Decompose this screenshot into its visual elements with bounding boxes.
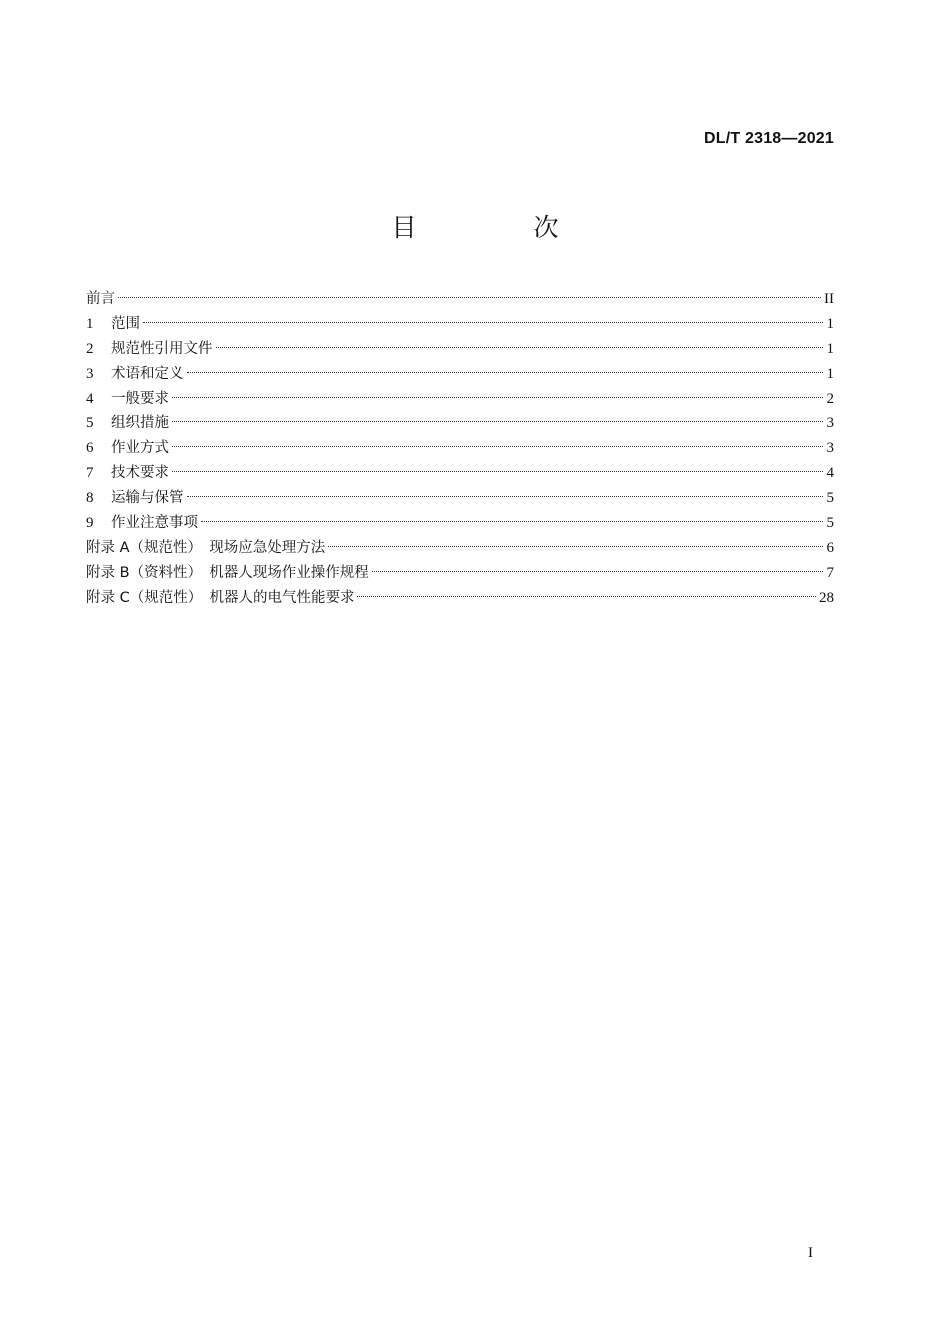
dot-leader	[172, 397, 823, 398]
dot-leader	[172, 421, 823, 422]
toc-entry-operation-methods[interactable]	[86, 436, 834, 461]
toc-entry-page: 1	[826, 315, 834, 332]
toc-entry-page: 5	[826, 515, 834, 532]
dot-leader	[328, 546, 823, 547]
toc-entry-terms-definitions[interactable]	[86, 362, 834, 387]
toc-entry-scope[interactable]	[86, 312, 834, 337]
toc-entry-label: 范围	[111, 315, 140, 332]
standard-code: DL/T 2318—2021	[704, 130, 834, 147]
toc-entry-label: 规范性引用文件	[111, 340, 213, 357]
toc-entry-page: 6	[826, 539, 834, 556]
toc-entry-label: 运输与保管	[111, 490, 184, 507]
toc-entry-organizational-measures[interactable]	[86, 411, 834, 436]
toc-entry-page: 7	[826, 564, 834, 581]
toc-entry-page: 1	[826, 365, 834, 382]
dot-leader	[187, 496, 824, 497]
dot-leader	[172, 446, 823, 447]
toc-entry-label: 作业方式	[111, 440, 169, 457]
toc-entry-page: 28	[819, 589, 834, 606]
page-number: I	[808, 1245, 813, 1261]
toc-entry-appendix-c[interactable]	[86, 586, 834, 611]
toc-entry-normative-references[interactable]	[86, 337, 834, 362]
dot-leader	[172, 471, 823, 472]
dot-leader	[357, 596, 816, 597]
toc-entry-appendix-b[interactable]	[86, 561, 834, 586]
toc-entry-number: 1	[86, 315, 94, 332]
toc-entry-page: 3	[826, 440, 834, 457]
toc-entry-page: 4	[826, 465, 834, 482]
dot-leader	[216, 347, 824, 348]
toc-entry-number: 3	[86, 365, 94, 382]
toc-entry-label: 一般要求	[111, 390, 169, 407]
toc-entry-number: 6	[86, 440, 94, 457]
toc-entry-label: 附录 C（规范性） 机器人的电气性能要求	[86, 589, 355, 606]
toc-entry-label: 附录 B（资料性） 机器人现场作业操作规程	[86, 564, 369, 581]
toc-entry-technical-requirements[interactable]	[86, 461, 834, 486]
toc-entry-number: 5	[86, 415, 94, 432]
toc-entry-page: II	[824, 291, 834, 307]
toc-entry-label: 作业注意事项	[111, 515, 198, 532]
toc-entry-number: 9	[86, 515, 94, 532]
toc-entry-page: 3	[826, 415, 834, 432]
toc-entry-label: 术语和定义	[111, 365, 184, 382]
toc-entry-page: 1	[826, 340, 834, 357]
toc-entry-number: 2	[86, 340, 94, 357]
toc-title: 目 次	[391, 213, 605, 242]
toc-entry-label: 组织措施	[111, 415, 169, 432]
toc-entry-label: 附录 A（规范性） 现场应急处理方法	[86, 539, 326, 556]
dot-leader	[201, 521, 823, 522]
toc-entry-precautions[interactable]	[86, 511, 834, 536]
dot-leader	[372, 571, 823, 572]
toc-entry-page: 5	[826, 490, 834, 507]
toc-entry-general-requirements[interactable]	[86, 387, 834, 412]
toc-entry-transport-storage[interactable]	[86, 486, 834, 511]
toc-entry-foreword[interactable]	[86, 287, 834, 312]
toc-entry-appendix-a[interactable]	[86, 536, 834, 561]
toc-entry-number: 8	[86, 490, 94, 507]
table-of-contents	[86, 287, 834, 611]
dot-leader	[187, 372, 824, 373]
toc-entry-label: 技术要求	[111, 465, 169, 482]
dot-leader	[143, 322, 823, 323]
toc-entry-label: 前言	[86, 291, 115, 307]
toc-entry-page: 2	[826, 390, 834, 407]
toc-entry-number: 7	[86, 465, 94, 482]
dot-leader	[118, 297, 821, 298]
toc-entry-number: 4	[86, 390, 94, 407]
